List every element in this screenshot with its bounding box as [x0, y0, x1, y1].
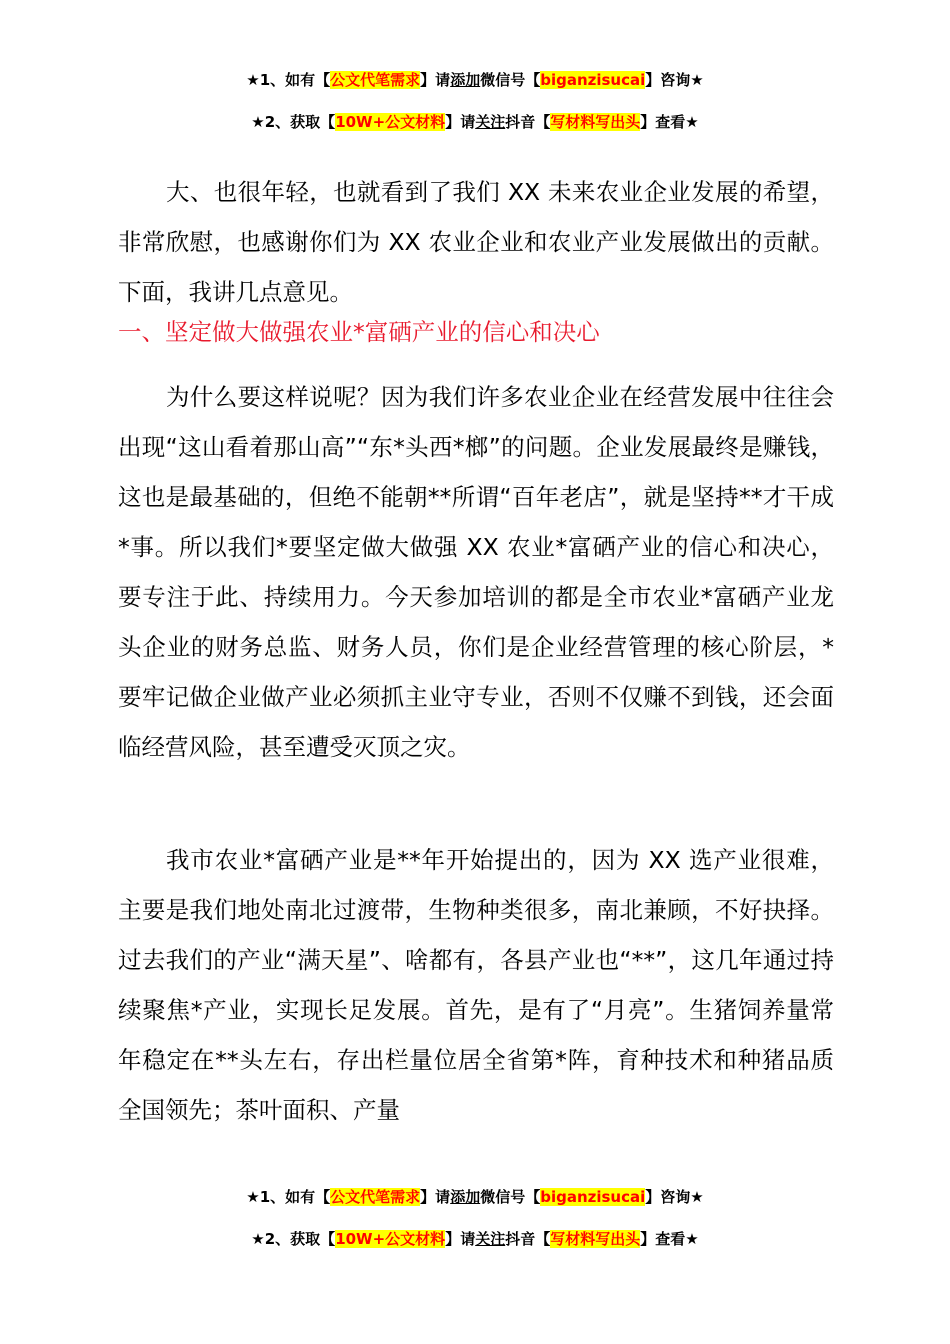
banner-text: 微信号【 — [480, 71, 541, 89]
banner-text: 】请 — [420, 71, 451, 89]
banner-text: ★1、如有【 — [246, 71, 331, 89]
banner-highlight: 写材料写出头 — [550, 113, 641, 131]
banner-text: 】查看★ — [640, 1230, 699, 1248]
body-paragraph: 大、也很年轻，也就看到了我们 XX 未来农业企业发展的希望，非常欣慰，也感谢你们为 XX 农业企业和农业产业发展做出的贡献。下面，我讲几点意见。 — [118, 178, 834, 306]
banner-text: ★1、如有【 — [246, 1188, 331, 1206]
banner-highlight: 10W+公文材料 — [335, 113, 446, 131]
banner-highlight: 公文代笔需求 — [330, 71, 421, 89]
banner-text: 抖音【 — [505, 1230, 551, 1248]
banner-text: 】请 — [420, 1188, 451, 1206]
banner-text: 】咨询★ — [645, 71, 704, 89]
banner-text: ★2、获取【 — [251, 113, 336, 131]
banner-highlight: 公文代笔需求 — [330, 1188, 421, 1206]
footer-banner-line-1 — [0, 1186, 950, 1208]
banner-underlined: 添加 — [450, 1188, 481, 1206]
banner-underlined: 关注 — [475, 113, 506, 131]
paragraph-text: 为什么要这样说呢？因为我们许多农业企业在经营发展中往往会出现“这山看着那山高”“东*头西*榔”的问题。企业发展最终是赚钱，这也是最基础的，但绝不能朝**所谓“百年老店”，就是坚持**才干成*事。所以我们*要坚定做大做强 XX 农业*富硒产业的信心和决心，要专注于此、持续用力。今天参加培训的都是全市农业*富硒产业龙头企业的财务总监、财务人员，你们是企业经营管理的核心阶层，*要牢记做企业做产业必须抓主业守专业，否则不仅赚不到钱，还会面临经营风险，甚至遭受灭顶之灾。 — [118, 383, 834, 761]
banner-line-2 — [0, 111, 950, 133]
banner-underlined: 添加 — [450, 71, 481, 89]
body-paragraph — [118, 372, 834, 772]
banner-text: 】请 — [445, 113, 476, 131]
footer-banner-line-2 — [0, 1228, 950, 1250]
section-heading: 一、坚定做大做强农业*富硒产业的信心和决心 — [118, 318, 600, 346]
body-paragraph — [118, 835, 834, 1135]
banner-text: 】查看★ — [640, 113, 699, 131]
banner-underlined: 关注 — [475, 1230, 506, 1248]
banner-text: 】请 — [445, 1230, 476, 1248]
banner-text: 微信号【 — [480, 1188, 541, 1206]
banner-text: ★2、获取【 — [251, 1230, 336, 1248]
banner-text: 抖音【 — [505, 113, 551, 131]
banner-line-1 — [0, 69, 950, 91]
banner-highlight: 写材料写出头 — [550, 1230, 641, 1248]
paragraph-text: 我市农业*富硒产业是**年开始提出的，因为 XX 选产业很难，主要是我们地处南北过渡带，生物种类很多，南北兼顾，不好抉择。过去我们的产业“满天星”、啥都有，各县产业也“**”，这几年通过持续聚焦*产业，实现长足发展。首先，是有了“月亮”。生猪饲养量常年稳定在**头左右，存出栏量位居全省第*阵，育种技术和种猪品质全国领先；茶叶面积、产量 — [118, 846, 834, 1124]
banner-highlight: 10W+公文材料 — [335, 1230, 446, 1248]
banner-text: 】咨询★ — [645, 1188, 704, 1206]
banner-highlight: biganzisucai — [540, 1188, 646, 1206]
banner-highlight: biganzisucai — [540, 71, 646, 89]
